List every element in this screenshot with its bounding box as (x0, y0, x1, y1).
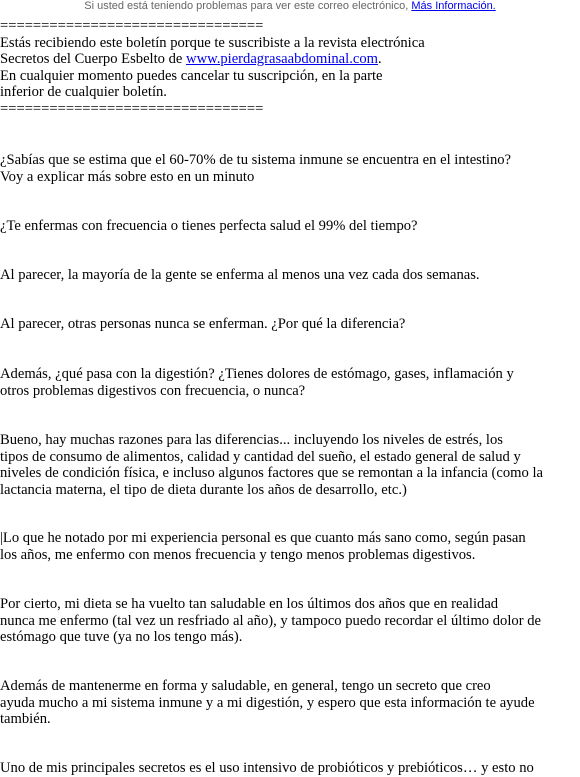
paragraph-line: Bueno, hay muchas razones para las diferencias... incluyendo los niveles de estrés, los (0, 432, 503, 448)
paragraph-line: lactancia materna, el tipo de dieta durante los años de desarrollo, etc.) (0, 481, 407, 498)
paragraph-line: ayuda mucho a mi sistema inmune y a mi digestión, y espero que esta información te ayude (0, 694, 535, 711)
paragraph-line: niveles de condición física, e incluso algunos factores que se remontan a la infancia (como la (0, 465, 544, 481)
newsletter-header (0, 18, 575, 117)
paragraph-line: otros problemas digestivos con frecuencia, o nunca? (0, 382, 306, 399)
paragraph-line: ¿Te enfermas con frecuencia o tienes perfecta salud el 99% del tiempo? (0, 218, 418, 234)
paragraph-line: los años, me enfermo con menos frecuencia y tengo menos problemas digestivos. (0, 546, 476, 563)
paragraph-line: Uno de mis principales secretos es el uso intensivo de probióticos y prebióticos… y esto no (0, 760, 534, 776)
separator-bottom: ================================ (0, 100, 264, 117)
period: . (377, 51, 382, 67)
view-online-bar (0, 0, 580, 18)
paragraph (0, 678, 575, 728)
paragraph-line: Voy a explicar más sobre esto en un minuto (0, 168, 255, 185)
paragraph (0, 760, 575, 777)
subscription-notice-line-1: Estás recibiendo este boletín porque te suscribiste a la revista electrónica (0, 34, 425, 51)
paragraph (0, 267, 575, 284)
paragraph (0, 366, 575, 399)
paragraph (0, 596, 575, 646)
paragraph-line: |Lo que he notado por mi experiencia personal es que cuanto más sano como, según pasan (0, 530, 526, 546)
paragraph-line: estómago que tuve (ya no los tengo más). (0, 629, 243, 645)
paragraph-line: nunca me enfermo (tal vez un resfriado al año), y tampoco puedo recordar el último dolor de (0, 612, 541, 629)
paragraph-line: tipos de consumo de alimentos, calidad y cantidad del sueño, el estado general de salud y (0, 448, 521, 465)
website-link[interactable]: www.pierdagrasaabdominal.com (186, 51, 378, 67)
paragraph-line: Al parecer, la mayoría de la gente se enferma al menos una vez cada dos semanas. (0, 267, 480, 283)
unsubscribe-notice-line-2: inferior de cualquier boletín. (0, 84, 167, 100)
paragraph-line: Además, ¿qué pasa con la digestión? ¿Tienes dolores de estómago, gases, inflamación y (0, 366, 514, 382)
view-online-text: Si usted está teniendo problemas para ver este correo electrónico, (84, 0, 412, 12)
paragraph-line: Al parecer, otras personas nunca se enferman. ¿Por qué la diferencia? (0, 316, 406, 332)
paragraph-line: ¿Sabías que se estima que el 60-70% de tu sistema inmune se encuentra en el intestino? (0, 152, 512, 168)
paragraph (0, 432, 575, 498)
paragraph (0, 316, 575, 333)
subscription-notice-text: Secretos del Cuerpo Esbelto de (0, 51, 187, 67)
paragraph (0, 218, 575, 235)
paragraph (0, 152, 575, 185)
paragraph (0, 530, 575, 563)
more-info-link[interactable]: Más Información. (411, 0, 496, 12)
paragraph-line: Por cierto, mi dieta se ha vuelto tan saludable en los últimos dos años que en realidad (0, 596, 499, 612)
separator-top: ================================ (0, 18, 264, 34)
unsubscribe-notice-line-1: En cualquier momento puedes cancelar tu suscripción, en la parte (0, 67, 383, 84)
paragraph-line: Además de mantenerme en forma y saludable, en general, tengo un secreto que creo (0, 678, 491, 694)
paragraph-line: también. (0, 711, 51, 727)
subscription-notice-line-2 (0, 51, 575, 68)
